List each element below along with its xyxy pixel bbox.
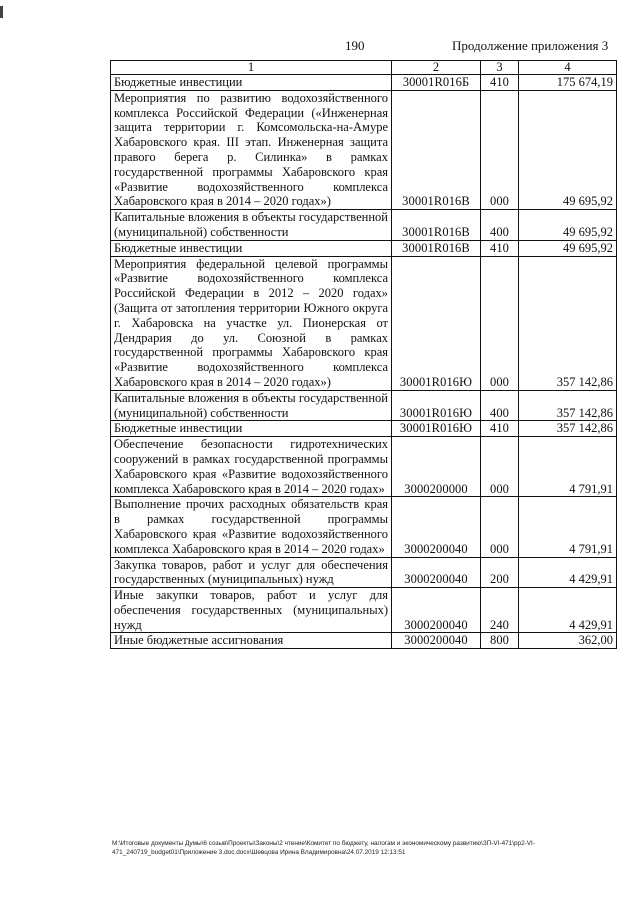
table-row: [111, 633, 617, 649]
table-row: [111, 256, 617, 390]
row-amount: 357 142,86: [519, 421, 617, 437]
table-row: [111, 75, 617, 91]
page-number: 190: [345, 38, 365, 53]
row-expense-type: 800: [481, 633, 519, 649]
row-name: Обеспечение безопасности гидротехнических сооружений в рамках государственной программы Хабаровского края «Развитие водохозяйственного комплекса Хабаровского края в 2014 – 2020 годах»: [111, 437, 392, 497]
row-expense-type: 240: [481, 588, 519, 633]
row-name: Иные бюджетные ассигнования: [111, 633, 392, 649]
row-amount: 49 695,92: [519, 240, 617, 256]
row-name: Мероприятия по развитию водохозяйственного комплекса Российской Федерации («Инженерная защита территории г. Комсомольска-на-Амуре Хабаровского края. III этап. Инженерная защита правого берега р. Силинка» в рамках государственной программы Хабаровского края «Развитие водохозяйственного комплекса Хабаровского края в 2014 – 2020 годах»): [111, 90, 392, 209]
row-amount: 49 695,92: [519, 210, 617, 241]
row-name: Иные закупки товаров, работ и услуг для обеспечения государственных (муниципальных) нужд: [111, 588, 392, 633]
row-amount: 4 791,91: [519, 437, 617, 497]
row-code: 3000200040: [392, 633, 481, 649]
table-row: [111, 437, 617, 497]
row-code: 30001R016В: [392, 210, 481, 241]
row-name: Капитальные вложения в объекты государственной (муниципальной) собственности: [111, 390, 392, 421]
row-amount: 357 142,86: [519, 256, 617, 390]
table-row: [111, 390, 617, 421]
row-expense-type: 410: [481, 75, 519, 91]
table-row: [111, 90, 617, 209]
row-code: 30001R016Ю: [392, 421, 481, 437]
row-name: Капитальные вложения в объекты государственной (муниципальной) собственности: [111, 210, 392, 241]
row-code: 3000200040: [392, 557, 481, 588]
row-code: 30001R016В: [392, 240, 481, 256]
row-amount: 357 142,86: [519, 390, 617, 421]
column-header: 4: [519, 61, 617, 75]
row-name: Мероприятия федеральной целевой программы «Развитие водохозяйственного комплекса Российской Федерации в 2012 – 2020 годах» (Защита от затопления территории Южного округа г. Хабаровска на участке ул. Пионерская от Дендрария до ул. Союзной в рамках государственной программы Хабаровского края «Развитие водохозяйственного комплекса Хабаровского края в 2014 – 2020 годах»): [111, 256, 392, 390]
row-expense-type: 000: [481, 90, 519, 209]
row-expense-type: 000: [481, 256, 519, 390]
row-name: Бюджетные инвестиции: [111, 240, 392, 256]
row-expense-type: 410: [481, 421, 519, 437]
table-row: [111, 210, 617, 241]
table-row: [111, 421, 617, 437]
table-row: [111, 557, 617, 588]
row-amount: 175 674,19: [519, 75, 617, 91]
column-header: 2: [392, 61, 481, 75]
row-amount: 49 695,92: [519, 90, 617, 209]
continuation-caption: Продолжение приложения 3: [452, 38, 609, 53]
row-code: 30001R016Ю: [392, 256, 481, 390]
row-name: Бюджетные инвестиции: [111, 75, 392, 91]
row-code: 3000200000: [392, 437, 481, 497]
document-path-footer: M:\Итоговые документы Думы\6 созыв\Проекты\Законы\2 чтение\Комитет по бюджету, налогам и экономическому развитию\ЗП-VI-471\рр2-VI-471_240719_budget01\Приложение 3.doc.docx\Шевцова Ирина Владимировна\24.07.2019 12:13:51: [112, 840, 535, 856]
column-header: 1: [111, 61, 392, 75]
row-code: 30001R016Б: [392, 75, 481, 91]
row-expense-type: 400: [481, 390, 519, 421]
row-expense-type: 200: [481, 557, 519, 588]
table-header-row: [111, 61, 617, 75]
row-code: 3000200040: [392, 497, 481, 557]
row-expense-type: 400: [481, 210, 519, 241]
budget-table: [110, 60, 617, 649]
scan-edge-mark: [0, 6, 3, 18]
row-amount: 362,00: [519, 633, 617, 649]
row-expense-type: 000: [481, 437, 519, 497]
row-name: Закупка товаров, работ и услуг для обеспечения государственных (муниципальных) нужд: [111, 557, 392, 588]
row-amount: 4 791,91: [519, 497, 617, 557]
row-code: 30001R016Ю: [392, 390, 481, 421]
row-amount: 4 429,91: [519, 588, 617, 633]
row-code: 30001R016В: [392, 90, 481, 209]
row-name: Бюджетные инвестиции: [111, 421, 392, 437]
row-code: 3000200040: [392, 588, 481, 633]
table-row: [111, 240, 617, 256]
row-amount: 4 429,91: [519, 557, 617, 588]
row-expense-type: 000: [481, 497, 519, 557]
table-row: [111, 588, 617, 633]
row-expense-type: 410: [481, 240, 519, 256]
column-header: 3: [481, 61, 519, 75]
table-row: [111, 497, 617, 557]
row-name: Выполнение прочих расходных обязательств края в рамках государственной программы Хабаровского края «Развитие водохозяйственного комплекса Хабаровского края в 2014 – 2020 годах»: [111, 497, 392, 557]
